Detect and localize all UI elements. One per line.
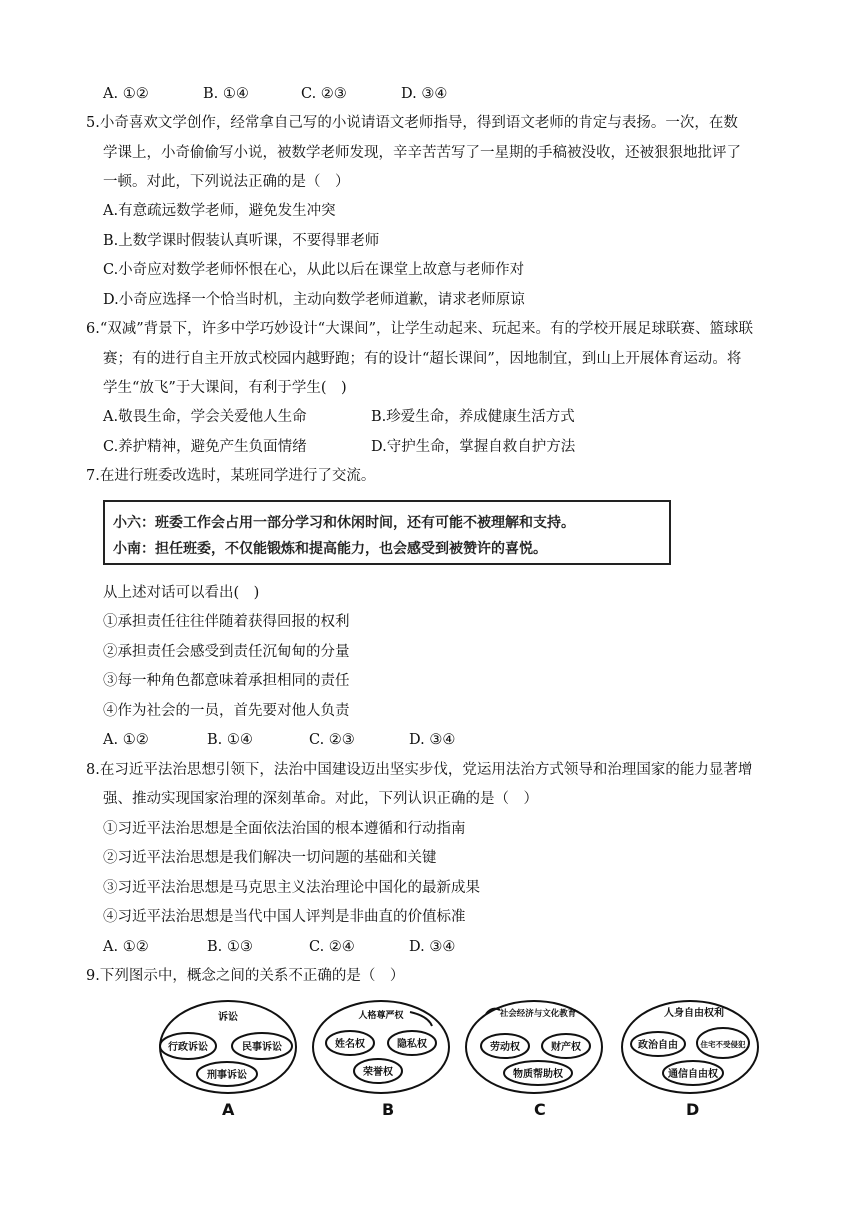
q8-statement-1: ①习近平法治思想是全面依法治国的根本遵循和行动指南 — [103, 821, 466, 837]
diagram-c[interactable] — [466, 1001, 602, 1093]
diagram-a-inner-3: 刑事诉讼 — [207, 1070, 247, 1081]
diagram-c-inner-2: 财产权 — [551, 1042, 581, 1053]
q6-option-c[interactable]: C.养护精神，避免产生负面情绪 — [103, 439, 307, 455]
q8-option-d[interactable]: D. ③④ — [409, 939, 456, 955]
q6-stem-line-3: 学生“放飞”于大课间，有利于学生( ) — [103, 380, 347, 396]
q5-option-b[interactable]: B.上数学课时假装认真听课，不要得罪老师 — [103, 233, 380, 249]
q9-stem: 9.下列图示中，概念之间的关系不正确的是（ ） — [86, 968, 405, 984]
q6-option-b[interactable]: B.珍爱生命，养成健康生活方式 — [371, 409, 575, 425]
q7-question: 从上述对话可以看出( ) — [103, 585, 260, 601]
diagram-b-inner-1: 姓名权 — [335, 1039, 365, 1050]
q8-stem-line-1: 8.在习近平法治思想引领下，法治中国建设迈出坚实步伐，党运用法治方式领导和治理国家的能力显著增 — [86, 762, 753, 778]
q5-option-a[interactable]: A.有意疏远数学老师，避免发生冲突 — [103, 203, 336, 219]
q4-options — [103, 84, 447, 104]
diagram-c-inner-3: 物质帮助权 — [513, 1069, 563, 1080]
diagram-b-outer-label: 人格尊严权 — [358, 1011, 404, 1021]
diagram-d-outer-label: 人身自由权利 — [664, 1008, 724, 1019]
q7-statement-2: ②承担责任会感受到责任沉甸甸的分量 — [103, 644, 350, 660]
diagram-b-inner-2: 隐私权 — [397, 1039, 427, 1050]
diagram-d-inner-2: 住宅不受侵犯 — [700, 1040, 746, 1049]
q8-options — [103, 937, 455, 957]
q4-option-a[interactable]: A. ①② — [103, 86, 149, 102]
q4-option-d[interactable]: D. ③④ — [401, 86, 448, 102]
q5-stem-line-3: 一顿。对此，下列说法正确的是（ ） — [103, 174, 350, 190]
q6-option-a[interactable]: A.敬畏生命，学会关爱他人生命 — [103, 409, 307, 425]
q8-statement-2: ②习近平法治思想是我们解决一切问题的基础和关键 — [103, 850, 437, 866]
diagram-c-inner-1: 劳动权 — [490, 1042, 520, 1053]
q8-stem-line-2: 强、推动实现国家治理的深刻革命。对此，下列认识正确的是（ ） — [103, 791, 538, 807]
q7-option-b[interactable]: B. ①④ — [207, 732, 253, 748]
diagram-c-letter: C — [534, 1100, 546, 1119]
diagram-d-inner-1: 政治自由 — [638, 1040, 678, 1051]
diagram-d-letter: D — [686, 1100, 700, 1119]
diagram-a-letter: A — [222, 1100, 235, 1119]
q7-dialog-box — [103, 500, 671, 565]
q7-dialog-xiaonan: 小南：担任班委，不仅能锻炼和提高能力，也会感受到被赞许的喜悦。 — [113, 541, 547, 557]
q8-option-c[interactable]: C. ②④ — [309, 939, 355, 955]
q7-statement-3: ③每一种角色都意味着承担相同的责任 — [103, 673, 350, 689]
q7-statement-4: ④作为社会的一员，首先要对他人负责 — [103, 703, 350, 719]
diagram-d[interactable] — [622, 1001, 758, 1093]
q6-option-d[interactable]: D.守护生命，掌握自救自护方法 — [371, 439, 576, 455]
q9-diagrams — [0, 990, 860, 1130]
q8-statement-3: ③习近平法治思想是马克思主义法治理论中国化的最新成果 — [103, 880, 480, 896]
q7-stem: 7.在进行班委改选时，某班同学进行了交流。 — [86, 468, 376, 484]
diagram-a-inner-1: 行政诉讼 — [168, 1042, 208, 1053]
diagram-d-inner-3: 通信自由权 — [668, 1069, 718, 1080]
q5-option-d[interactable]: D.小奇应选择一个恰当时机，主动向数学老师道歉，请求老师原谅 — [103, 292, 525, 308]
diagram-b-letter: B — [382, 1100, 395, 1119]
q7-statement-1: ①承担责任往往伴随着获得回报的权利 — [103, 614, 350, 630]
q7-dialog-xiaoliu: 小六：班委工作会占用一部分学习和休闲时间，还有可能不被理解和支持。 — [113, 515, 575, 531]
q7-option-c[interactable]: C. ②③ — [309, 732, 355, 748]
diagram-c-outer-label: 社会经济与文化教育 — [499, 1009, 577, 1019]
q7-options — [103, 730, 455, 750]
diagram-b[interactable] — [313, 1001, 449, 1093]
q4-option-c[interactable]: C. ②③ — [301, 86, 347, 102]
q5-stem-line-1: 5.小奇喜欢文学创作，经常拿自己写的小说请语文老师指导，得到语文老师的肯定与表扬。一次，在数 — [86, 115, 738, 131]
q8-option-a[interactable]: A. ①② — [103, 939, 149, 955]
q6-stem-line-1: 6.“双减”背景下，许多中学巧妙设计“大课间”，让学生动起来、玩起来。有的学校开展足球联赛、篮球联 — [86, 321, 753, 337]
q8-option-b[interactable]: B. ①③ — [207, 939, 253, 955]
q5-stem-line-2: 学课上，小奇偷偷写小说，被数学老师发现，辛辛苦苦写了一星期的手稿被没收，还被狠狠地批评了 — [103, 145, 741, 161]
q6-stem-line-2: 赛；有的进行自主开放式校园内越野跑；有的设计“超长课间”，因地制宜，到山上开展体育运动。将 — [103, 351, 742, 367]
q4-option-b[interactable]: B. ①④ — [203, 86, 249, 102]
diagram-a-outer-label: 诉讼 — [218, 1012, 238, 1023]
q8-statement-4: ④习近平法治思想是当代中国人评判是非曲直的价值标准 — [103, 909, 466, 925]
diagram-b-inner-3: 荣誉权 — [363, 1067, 393, 1078]
q7-option-d[interactable]: D. ③④ — [409, 732, 456, 748]
diagram-a-inner-2: 民事诉讼 — [242, 1042, 282, 1053]
q5-option-c[interactable]: C.小奇应对数学老师怀恨在心，从此以后在课堂上故意与老师作对 — [103, 262, 525, 278]
q7-option-a[interactable]: A. ①② — [103, 732, 149, 748]
diagram-a[interactable] — [160, 1001, 296, 1093]
